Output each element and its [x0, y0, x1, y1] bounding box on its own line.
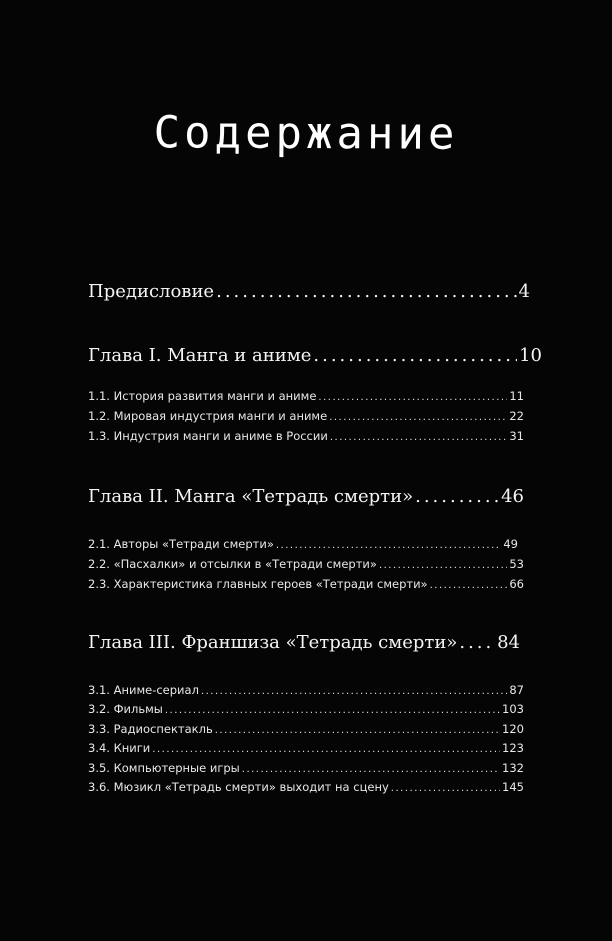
dot-leader — [313, 345, 517, 366]
toc-section-label: 3.3. Радиоспектакль — [88, 722, 213, 736]
toc-chapter-2[interactable] — [88, 486, 524, 507]
toc-entry-label: Предисловие — [88, 281, 215, 302]
toc-section-2-1[interactable] — [88, 537, 518, 551]
dot-leader — [215, 725, 500, 736]
toc-chapter-label: Глава III. Франшиза «Тетрадь смерти» — [88, 632, 458, 653]
toc-chapter-page: 84 — [497, 632, 520, 653]
dot-leader — [276, 540, 502, 551]
toc-section-label: 1.1. История развития манги и аниме — [88, 389, 317, 403]
toc-section-3-1[interactable] — [88, 683, 524, 697]
toc-section-3-5[interactable] — [88, 761, 524, 775]
toc-section-page: 22 — [509, 409, 524, 423]
toc-section-page: 145 — [502, 780, 524, 794]
toc-section-label: 3.2. Фильмы — [88, 702, 163, 716]
toc-section-page: 66 — [509, 577, 524, 591]
dot-leader — [242, 764, 500, 775]
toc-section-3-4[interactable] — [88, 741, 524, 755]
toc-chapter-label: Глава I. Манга и аниме — [88, 345, 312, 366]
toc-section-label: 3.4. Книги — [88, 741, 151, 755]
toc-section-page: 123 — [502, 741, 524, 755]
toc-section-2-2[interactable] — [88, 557, 524, 571]
toc-section-page: 31 — [509, 429, 524, 443]
toc-section-2-3[interactable] — [88, 577, 524, 591]
dot-leader — [152, 744, 500, 755]
toc-section-page: 49 — [503, 537, 518, 551]
toc-section-label: 1.3. Индустрия манги и аниме в России — [88, 429, 328, 443]
toc-section-label: 3.1. Аниме-сериал — [88, 683, 199, 697]
toc-chapter-label: Глава II. Манга «Тетрадь смерти» — [88, 486, 414, 507]
toc-chapter-page: 46 — [501, 486, 524, 507]
dot-leader — [415, 486, 499, 507]
toc-section-label: 3.5. Компьютерные игры — [88, 761, 240, 775]
toc-chapter-1[interactable] — [88, 345, 542, 366]
toc-section-1-2[interactable] — [88, 409, 524, 423]
dot-leader — [379, 560, 507, 571]
toc-section-page: 87 — [509, 683, 524, 697]
dot-leader — [330, 432, 508, 443]
toc-section-3-3[interactable] — [88, 722, 524, 736]
toc-section-page: 103 — [502, 702, 524, 716]
toc-section-page: 132 — [502, 761, 524, 775]
toc-section-label: 2.1. Авторы «Тетради смерти» — [88, 537, 274, 551]
page-title: Содержание — [153, 107, 459, 160]
dot-leader — [201, 686, 507, 697]
toc-entry-page: 4 — [518, 281, 530, 302]
dot-leader — [459, 632, 495, 653]
toc-section-label: 2.2. «Пасхалки» и отсылки в «Тетради смерти» — [88, 557, 377, 571]
dot-leader — [216, 281, 516, 302]
toc-entry-preface[interactable] — [88, 281, 530, 302]
toc-section-1-3[interactable] — [88, 429, 524, 443]
toc-section-label: 3.6. Мюзикл «Тетрадь смерти» выходит на сцену — [88, 780, 389, 794]
dot-leader — [318, 392, 507, 403]
toc-section-label: 2.3. Характеристика главных героев «Тетради смерти» — [88, 577, 428, 591]
toc-section-3-6[interactable] — [88, 780, 524, 794]
toc-section-page: 11 — [509, 389, 524, 403]
dot-leader — [329, 412, 507, 423]
toc-chapter-3[interactable] — [88, 632, 520, 653]
toc-section-1-1[interactable] — [88, 389, 524, 403]
toc-section-label: 1.2. Мировая индустрия манги и аниме — [88, 409, 328, 423]
toc-section-3-2[interactable] — [88, 702, 524, 716]
dot-leader — [430, 580, 508, 591]
toc-section-page: 120 — [502, 722, 524, 736]
dot-leader — [165, 705, 500, 716]
dot-leader — [391, 783, 500, 794]
toc-chapter-page: 10 — [519, 345, 542, 366]
toc-section-page: 53 — [509, 557, 524, 571]
